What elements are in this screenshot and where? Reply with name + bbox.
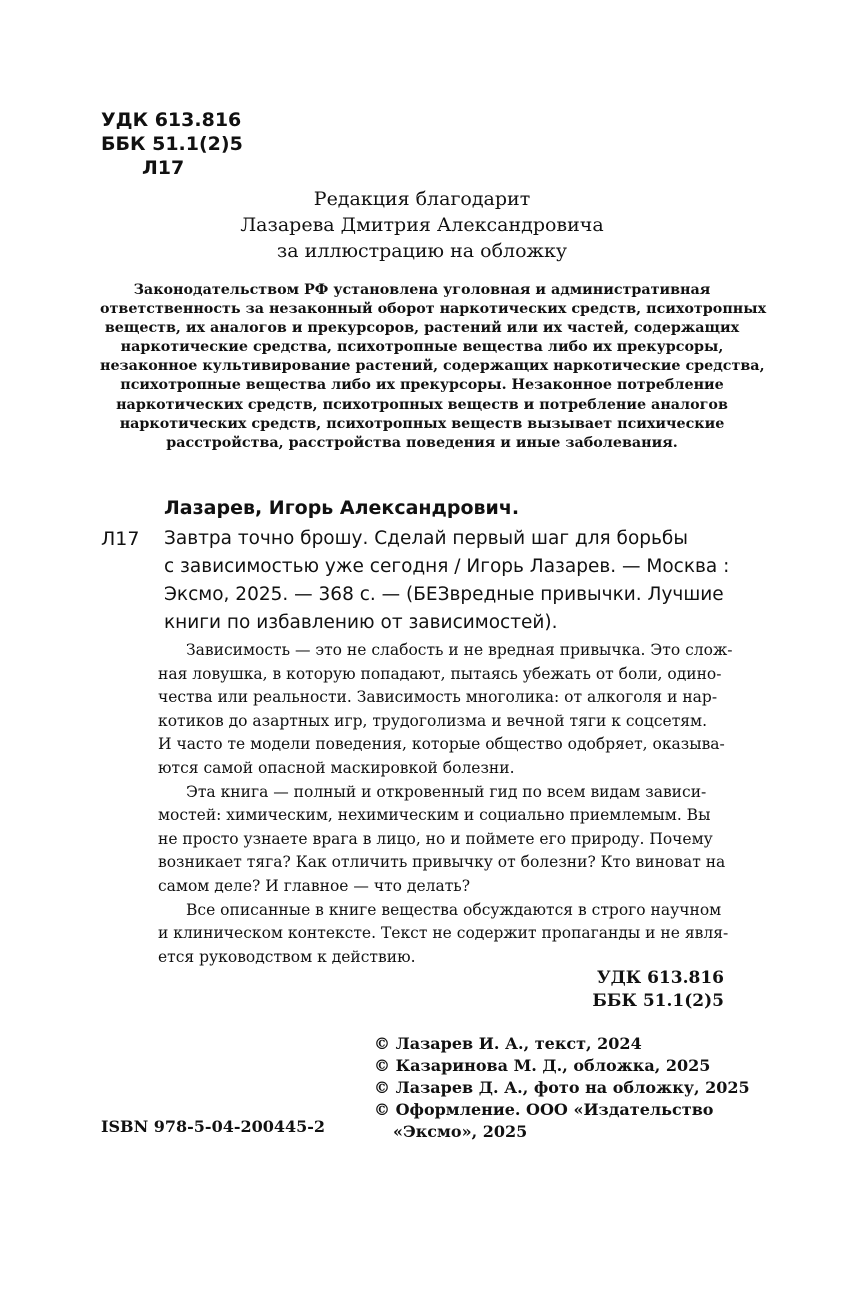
legal-line: наркотические средства, психотропные вещества либо их прекурсоры, xyxy=(120,339,724,356)
annotation-line: возникает тяга? Как отличить привычку от болезни? Кто виноват на xyxy=(158,853,726,872)
isbn: ISBN 978-5-04-200445-2 xyxy=(101,1117,326,1136)
legal-notice xyxy=(100,281,767,453)
annotation-line: не просто узнаете врага в лицо, но и поймете его природу. Почему xyxy=(158,829,713,848)
acknowledgement-line: Лазарева Дмитрия Александровича xyxy=(240,214,604,236)
annotation-line: Все описанные в книге вещества обсуждаются в строго научном xyxy=(186,900,722,919)
annotation-line: чества или реальности. Зависимость многолика: от алкоголя и нар- xyxy=(158,688,718,707)
annotation-line: Зависимость — это не слабость и не вредная привычка. Это слож- xyxy=(186,641,733,659)
acknowledgement xyxy=(0,186,844,264)
legal-line: наркотических средств, психотропных веществ вызывает психические xyxy=(119,415,725,432)
annotation-line: И часто те модели поведения, которые общество одобряет, оказыва- xyxy=(158,735,725,754)
copyright-line: «Эксмо», 2025 xyxy=(393,1122,528,1141)
copyright-line: © Лазарев И. А., текст, 2024 xyxy=(374,1034,642,1053)
legal-line: расстройства, расстройства поведения и иные заболевания. xyxy=(166,434,678,451)
annotation-line: и клиническом контексте. Текст не содержит пропаганды и не явля- xyxy=(158,924,729,943)
copyright-line: © Оформление. ООО «Издательство xyxy=(374,1100,714,1119)
classification-block xyxy=(101,108,243,180)
annotation-line: ются самой опасной маскировкой болезни. xyxy=(158,758,515,777)
author-heading: Лазарев, Игорь Александрович. xyxy=(164,497,520,519)
legal-line: психотропные вещества либо их прекурсоры. Незаконное потребление xyxy=(120,377,724,394)
classification-bottom xyxy=(560,967,724,1013)
legal-line: Законодательством РФ установлена уголовная и административная xyxy=(133,282,711,298)
acknowledgement-line: Редакция благодарит xyxy=(313,188,531,210)
legal-line: незаконное культивирование растений, содержащих наркотические средства, xyxy=(100,358,765,375)
annotation-line: ная ловушка, в которую попадают, пытаясь убежать от боли, одино- xyxy=(158,664,722,683)
bbk-code-bottom: ББК 51.1(2)5 xyxy=(592,991,724,1011)
udk-code: УДК 613.816 xyxy=(101,109,242,131)
annotation-line: Эта книга — полный и откровенный гид по всем видам зависи- xyxy=(186,782,707,801)
annotation-line: котиков до азартных игр, трудоголизма и вечной тяги к соцсетям. xyxy=(158,711,708,730)
udk-code-bottom: УДК 613.816 xyxy=(596,968,724,988)
annotation-line: самом деле? И главное — что делать? xyxy=(158,876,471,895)
bibliographic-code: Л17 xyxy=(101,528,140,550)
author-mark: Л17 xyxy=(142,157,185,179)
biblio-line: с зависимостью уже сегодня / Игорь Лазарев. — Москва : xyxy=(164,556,730,577)
biblio-line: книги по избавлению от зависимостей). xyxy=(164,612,558,633)
legal-line: наркотических средств, психотропных веществ и потребление аналогов xyxy=(116,396,728,413)
biblio-line: Завтра точно брошу. Сделай первый шаг для борьбы xyxy=(164,528,688,549)
bbk-code: ББК 51.1(2)5 xyxy=(101,133,243,155)
acknowledgement-line: за иллюстрацию на обложку xyxy=(276,240,568,262)
annotation-line: ется руководством к действию. xyxy=(158,947,416,966)
legal-line: ответственность за незаконный оборот наркотических средств, психотропных xyxy=(100,301,767,318)
annotation xyxy=(158,639,734,969)
copyright-line: © Лазарев Д. А., фото на обложку, 2025 xyxy=(374,1078,750,1097)
copyright-line: © Казаринова М. Д., обложка, 2025 xyxy=(374,1056,711,1075)
annotation-line: мостей: химическим, нехимическим и социально приемлемым. Вы xyxy=(158,806,711,825)
copyright-block xyxy=(374,1033,750,1143)
biblio-line: Эксмо, 2025. — 368 с. — (БЕЗвредные привычки. Лучшие xyxy=(164,584,724,605)
legal-line: веществ, их аналогов и прекурсоров, растений или их частей, содержащих xyxy=(104,320,740,337)
bibliographic-description xyxy=(164,525,734,637)
